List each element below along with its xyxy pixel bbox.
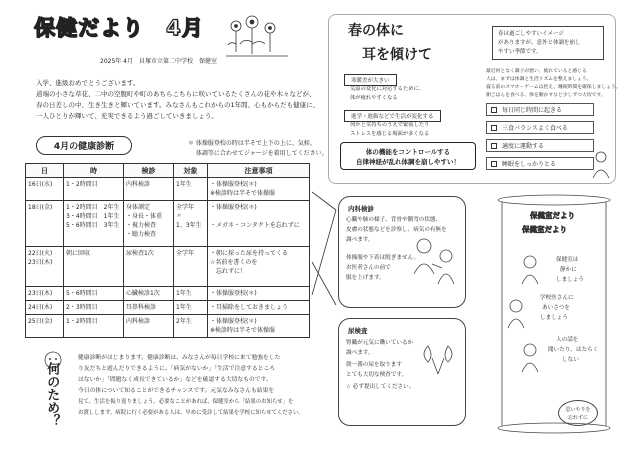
nyo-line: ☆ 必ず提出してください。 [346,384,415,390]
table-row [26,315,310,338]
students-illustration [500,250,550,390]
table-row [26,178,310,201]
bubble-text: 保健室は [556,257,579,263]
bubble-text: あいさつを [542,305,570,311]
nyo-title: 尿検査 [348,327,368,335]
check-label: 睡眠をしっかりとる [502,161,557,168]
intro-line: 入学、進級おめでとうございます。 [36,79,140,87]
note-text: ・体操服登校(＊) [210,181,257,188]
naika-line: 皮膚の状態などを診察し、病気の有無を [346,227,447,233]
column-header: 検診 [124,164,174,178]
cell-exam: 耳鼻科検診 [124,301,174,315]
cell-time: 1・2時間目 2年生 3・4時間目 1年生 5・6時間目 3年生 [64,201,124,247]
cause-text: ストレスを感じる場面が多くなる [350,131,430,137]
table-row [26,301,310,315]
naika-line: お医者さんの前で [346,265,391,271]
why-label: 何のため？ [44,362,60,427]
check-label: 三食バランスよく食べる [502,125,568,132]
table-row [26,201,310,247]
cell-date: 23日(木) [26,287,64,301]
cell-exam: 内科検診 [124,178,174,201]
naika-line: 服を上げます。 [346,275,385,281]
why-line: お渡しします。病院に行く必要がある人は、早めに受診して結果を学校に知らせてください。 [78,410,304,416]
person-icon [590,150,612,180]
table-row [26,247,310,287]
check-label: 適度に運動する [502,143,545,150]
note-line: ＊ 体操服登校の時は半そで上下の上に、気候、 [188,140,316,147]
side-text: 寝る前のスマホ・ゲームは控え、睡眠時間を確保しましょう。 [486,85,621,90]
cell-date: 18日(金) [26,201,64,247]
naika-line: 体操服や下着は脱ぎません。 [346,255,420,261]
schedule-table [25,163,310,338]
table-header-row [26,164,310,178]
side-text: 人は、まずは体調と生活リズムを整えましょう。 [486,77,592,82]
bubble-text: しましょう [556,277,584,283]
checkbox-icon [491,125,497,131]
note-text: ・耳掃除をしておきましょう [210,304,289,311]
intro-line: 道端の小さな草花、二中の空腹町や町のあちらこちらに咲いているたくさんの花や木々などが、 [36,90,316,98]
bubble-text: しない [562,357,579,363]
scroll-title: 保健室だより [530,211,575,220]
badge-text: 忘れずに [567,415,588,421]
checkbox-icon [491,161,497,167]
scroll-title: 保健室だより [522,225,567,234]
nyo-line: 朝一番の尿を取ります [346,362,402,368]
cell-date: 24日(木) [26,301,64,315]
cell-date: 25日(金) [26,315,64,338]
why-line: 見て、生活を振り返りましょう。必要なことがあれば、保健室から「結果のお知らせ」を [78,399,294,405]
care-badge [558,400,598,426]
cell-time: 朝に回収 [64,247,124,287]
check-item [486,157,594,170]
section-heading: 4月の健康診断 [36,136,132,155]
checkbox-icon [491,107,497,113]
note-text: ※検診時は半そで体操服 [210,327,276,334]
intro-line: 一人ひとりが輝いて、充実できるよう過ごしていきましょう。 [36,112,218,120]
cell-target: 全学年 [174,247,208,287]
cell-exam: 尿検査1次 [124,247,174,287]
intro-line: 春の日差しの中、生き生きと輝いています。みなさんもこれからの1年間、心もからだも健康に、 [36,101,320,109]
cell-exam: 内科検診 [124,315,174,338]
note-text: ・体操服登校(＊) [210,204,257,211]
cell-time: 1・2時間目 [64,178,124,201]
note-text: ・体操服登校(＊) [210,318,257,325]
cell-notes [208,315,310,338]
naika-line: 心臓や肺の様子、背骨や側弯の状態、 [346,217,442,223]
banner-line: 自律神経が乱れ体調を崩しやすい！ [356,158,460,166]
cell-notes [208,201,310,247]
cell-exam: 心臓検診1次 [124,287,174,301]
badge-text: 思いやりを [565,407,591,413]
cell-target: 1年生 [174,301,208,315]
cell-notes [208,301,310,315]
cell-time: 2・3時間目 [64,301,124,315]
why-line: はないか」「問題なく成長できているか」などを確認する大切なものです。 [78,377,272,383]
cell-date: 16日(水) [26,178,64,201]
cause-text: 何かと気持ちのうえで緊張したり [350,122,430,128]
cell-time: 5・6時間目 [64,287,124,301]
note-text: ・メガネ・コンタクトを忘れずに [210,222,300,229]
spring-title-1: 春の体に [348,23,404,39]
note-text: ・体操服登校(＊) [210,290,257,297]
note-text [210,212,307,221]
check-item [486,121,594,134]
spring-title-2: 耳を傾けて [362,47,432,63]
cell-date: 22日(火) 23日(木) [26,247,64,287]
side-text: 朝ごはんを食べる、体を動かすなど少しずつ大切です。 [486,93,606,98]
column-header: 時 [64,164,124,178]
cause-text: 体が疲れやすくなる [350,95,398,101]
box-text: 春は過ごしやすいイメージ [498,31,564,37]
note-line: 体調等に合わせてジャージを着用してください。 [188,150,328,157]
checkbox-icon [491,143,497,149]
bubble-text: 学校医さんに [540,295,574,301]
bubble-text: 人の話を [556,337,579,343]
column-header: 日 [26,164,64,178]
cell-notes [208,287,310,301]
column-header: 対象 [174,164,208,178]
box-text: やすい季節です。 [498,49,542,55]
why-line: 健康診断がはじまります。健康診断は、みなさんが毎日学校に来て勉強をした [78,355,281,361]
note-text: ※検診時は半そで体操服 [210,190,276,197]
cell-time: 1・2時間目 [64,315,124,338]
flower-decoration [222,12,292,60]
cause-text: 気温の変化に対応するために、 [350,86,425,92]
cell-notes [208,247,310,287]
cause-tag-2: 進学・進級などで生活が変化する [344,110,441,122]
bubble-text: 静かに [560,267,577,273]
table-row [26,287,310,301]
spring-info-box [492,26,604,60]
nyo-line: とても大切な検査です。 [346,372,408,378]
cell-exam: 身体測定 ・身長・体重 ・視力検査 ・聴力検査 [124,201,174,247]
subtitle: 2025年 4月 貝塚市立第二中学校 保健室 [100,58,217,65]
bubble-text: 聞いたり、はたらく [548,347,599,353]
check-item [486,139,594,152]
cell-target: 1年生 [174,178,208,201]
doctor-illustration [410,234,460,294]
side-text: 最近何となく調子が悪い、疲れていると感じる [486,69,587,74]
cell-target: 全学年 〃 1、3年生 [174,201,208,247]
check-label: 毎日同じ時間に起きる [502,107,563,114]
nyo-line: 調べます。 [346,350,374,356]
note-text: ・朝に採った尿を持ってくる [210,250,289,257]
why-line: り友だちと遊んだりできるように、「病気がないか」「生活で注意するところ [78,366,276,372]
cell-target: 1年生 [174,287,208,301]
why-line: 今日の体について知ることができるチャンスです。元気なみなさんも結果を [78,388,275,394]
note-text: ☆名前を書くのを [210,259,258,266]
kidney-illustration [420,340,460,380]
cell-notes [208,178,310,201]
column-header: 注意事項 [208,164,310,178]
note-text: 忘れずに！ [210,268,247,275]
box-text: がありますが、意外と体調を崩し [498,40,581,46]
cause-tag-1: 寒暖差が大きい [344,74,397,86]
check-item [486,103,594,116]
nyo-line: 腎臓が元気に働いているか [346,340,414,346]
naika-line: 調べます。 [346,237,374,243]
connector-lines [310,190,340,310]
bubble-text: しましょう [540,315,568,321]
alert-banner [340,142,476,170]
banner-line: 体の機能をコントロールする [365,148,451,156]
naika-title: 内科検診 [348,205,374,213]
page-title: 保健だより 4月 [34,16,204,40]
cell-target: 2年生 [174,315,208,338]
